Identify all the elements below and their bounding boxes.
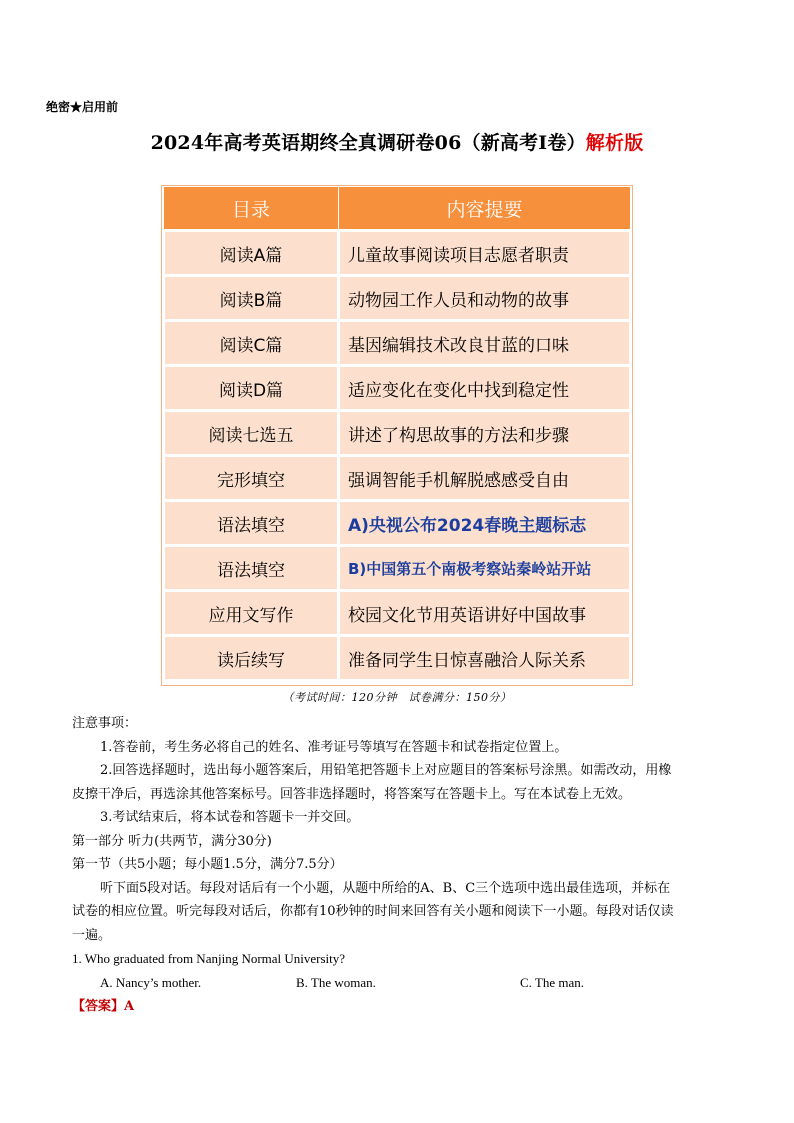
table-row <box>164 321 631 366</box>
title-main: 2024年高考英语期终全真调研卷06（新高考I卷） <box>150 132 586 154</box>
summary-cell: 讲述了构思故事的方法和步骤 <box>339 411 631 456</box>
instruction-line: 试卷的相应位置。听完每段对话后，你都有10秒钟的时间来回答有关小题和阅读下一小题。每段对话仅读 <box>72 904 674 919</box>
section-cell: 语法填空 <box>164 546 339 591</box>
table-row <box>164 636 631 681</box>
title-suffix: 解析版 <box>585 132 644 154</box>
table-row <box>164 231 631 276</box>
question-text: 1. Who graduated from Nanjing Normal University? <box>72 951 346 966</box>
table-header-row <box>164 187 631 231</box>
option-b: B. The woman. <box>296 974 376 990</box>
summary-cell: 适应变化在变化中找到稳定性 <box>339 366 631 411</box>
exam-time-note: （考试时间：120分钟 试卷满分：150分） <box>282 691 512 704</box>
instruction-line: 一遍。 <box>72 927 112 943</box>
confidential-label: 绝密★启用前 <box>46 100 119 114</box>
section-cell: 读后续写 <box>164 636 339 681</box>
summary-cell: 儿童故事阅读项目志愿者职责 <box>339 231 631 276</box>
section-cell: 语法填空 <box>164 501 339 546</box>
summary-cell: B)中国第五个南极考察站秦岭站开站 <box>339 546 631 591</box>
col-header-summary: 内容提要 <box>339 187 631 231</box>
summary-cell: 强调智能手机解脱感感受自由 <box>339 456 631 501</box>
part-heading: 第一部分 听力(共两节，满分30分) <box>72 833 272 849</box>
table-row <box>164 546 631 591</box>
instruction-line: 听下面5段对话。每段对话后有一个小题，从题中所给的A、B、C三个选项中选出最佳选项，并标在 <box>100 880 671 896</box>
section-cell: 阅读C篇 <box>164 321 339 366</box>
contents-table <box>162 186 632 682</box>
note-item: 2.回答选择题时，选出每小题答案后，用铅笔把答题卡上对应题目的答案标号涂黑。如需改动，用橡 <box>100 763 672 778</box>
note-item-continued: 皮擦干净后，再选涂其他答案标号。回答非选择题时，将答案写在答题卡上。写在本试卷上无效。 <box>72 786 632 802</box>
page-title <box>0 128 794 155</box>
section-cell: 阅读A篇 <box>164 231 339 276</box>
summary-cell: 动物园工作人员和动物的故事 <box>339 276 631 321</box>
table-row <box>164 276 631 321</box>
section-heading: 第一节（共5小题；每小题1.5分，满分7.5分） <box>72 857 343 872</box>
question-options <box>72 971 724 995</box>
note-item: 1.答卷前，考生务必将自己的姓名、准考证号等填写在答题卡和试卷指定位置上。 <box>100 739 568 755</box>
table-row <box>164 411 631 456</box>
col-header-contents: 目录 <box>164 187 339 231</box>
option-a: A. Nancy’s mother. <box>100 974 202 990</box>
summary-cell: 准备同学生日惊喜融洽人际关系 <box>339 636 631 681</box>
section-cell: 阅读B篇 <box>164 276 339 321</box>
summary-cell: 基因编辑技术改良甘蓝的口味 <box>339 321 631 366</box>
note-item: 3.考试结束后，将本试卷和答题卡一并交回。 <box>100 810 360 825</box>
table-row <box>164 366 631 411</box>
section-cell: 完形填空 <box>164 456 339 501</box>
option-c: C. The man. <box>520 974 585 990</box>
table-row <box>164 456 631 501</box>
notes-heading: 注意事项： <box>72 716 138 731</box>
table-row <box>164 591 631 636</box>
table-row <box>164 501 631 546</box>
section-cell: 阅读七选五 <box>164 411 339 456</box>
summary-cell: 校园文化节用英语讲好中国故事 <box>339 591 631 636</box>
section-cell: 应用文写作 <box>164 591 339 636</box>
document-body <box>72 712 724 1018</box>
summary-cell: A)央视公布2024春晚主题标志 <box>339 501 631 546</box>
answer-label: 【答案】A <box>72 998 135 1014</box>
section-cell: 阅读D篇 <box>164 366 339 411</box>
